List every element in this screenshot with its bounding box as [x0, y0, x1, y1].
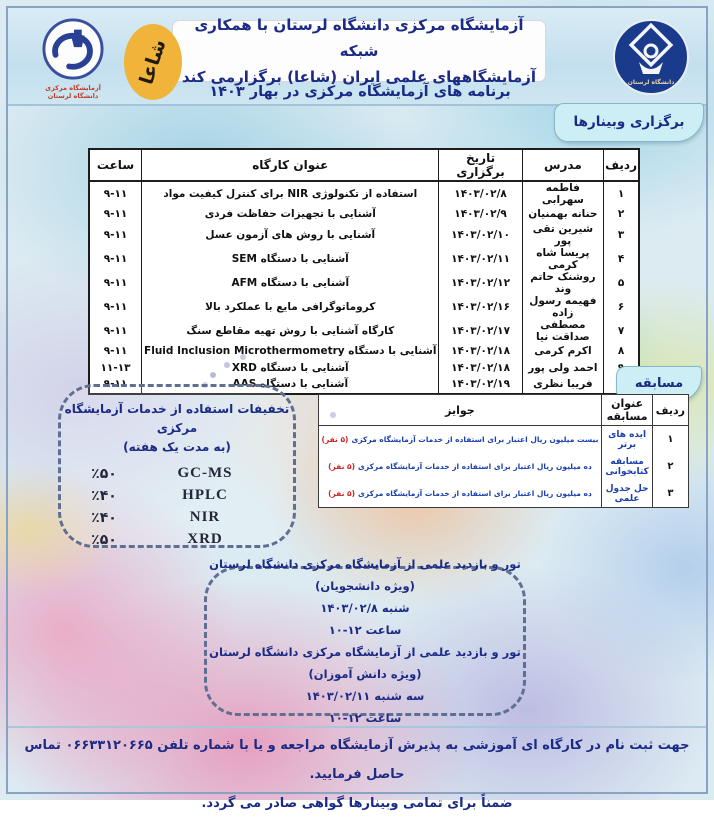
webinars-banner: برگزاری وبینارها	[554, 103, 704, 142]
tours-bubble	[204, 557, 526, 725]
discount-service: GC-MS	[177, 465, 233, 481]
row-title: کارگاه آشنایی با روش تهیه مقاطع سنگ	[142, 319, 439, 343]
table-row	[89, 271, 639, 295]
title-line1: آزمایشگاه مرکزی دانشگاه لرستان با همکاری شبکه	[194, 16, 524, 60]
row-title: آشنایی با دستگاه Fluid Inclusion Microthermometry	[142, 343, 439, 360]
shaa-calligraphy-icon: شاعا	[135, 36, 171, 88]
table-row	[89, 359, 639, 376]
contest-header-row	[318, 395, 688, 426]
row-contest-title: مسابقه کتابخوانی	[602, 453, 652, 480]
prize-note: (۵ نفر)	[321, 435, 349, 444]
contest-banner: مسابقه	[616, 366, 702, 402]
row-date: ۱۴۰۳/۰۲/۸	[439, 181, 522, 206]
row-no: ۲	[604, 206, 639, 223]
discount-item	[61, 485, 293, 506]
row-time: ۹-۱۱	[103, 378, 128, 391]
row-time: ۹-۱۱	[103, 276, 128, 289]
col-date: تاریخ برگزاری	[439, 149, 522, 181]
row-prize	[318, 453, 602, 480]
tour-line: ساعت ۱۲-۱۰	[328, 711, 402, 725]
row-title: کروماتوگرافی مایع با عملکرد بالا	[142, 295, 439, 319]
col-instructor: مدرس	[522, 149, 604, 181]
discount-item	[61, 463, 293, 484]
row-time: ۹-۱۱	[103, 345, 128, 358]
discount-item	[61, 529, 293, 550]
row-no: ۴	[604, 247, 639, 271]
row-time: ۱۱-۱۳	[100, 361, 131, 374]
row-title: آشنایی با دستگاه AAS	[142, 376, 439, 394]
table-row	[318, 480, 688, 508]
svg-text:دانشگاه لرستان: دانشگاه لرستان	[627, 79, 675, 86]
paint-speckles	[210, 372, 216, 378]
row-instructor: اکرم کرمی	[522, 343, 604, 360]
row-no: ۶	[604, 295, 639, 319]
prize-text: ده میلیون ریال اعتبار برای استفاده از خدمات آزمایشگاه مرکزی	[358, 489, 592, 498]
tour-line: سه شنبه ۱۴۰۳/۰۲/۱۱	[305, 689, 425, 703]
row-contest-title: ایده های برتر	[602, 426, 652, 454]
row-date: ۱۴۰۳/۰۲/۱۰	[439, 223, 522, 247]
row-instructor: فریبا نظری	[522, 376, 604, 394]
row-instructor: احمد ولی پور	[522, 359, 604, 376]
row-instructor: پریسا شاه کرمی	[522, 247, 604, 271]
row-date: ۱۴۰۳/۰۲/۱۸	[439, 359, 522, 376]
row-no: ۱	[604, 181, 639, 206]
row-instructor: فاطمه سهرابی	[522, 181, 604, 206]
col-prizes: جوایز	[318, 395, 602, 426]
row-no: ۸	[604, 343, 639, 360]
discount-service: XRD	[187, 531, 223, 547]
row-instructor: مصطفی صداقت نیا	[522, 319, 604, 343]
footer-registration-line: جهت ثبت نام در کارگاه ای آموزشی به پذیرش آزمایشگاه مراجعه و یا با شماره تلفن ۰۶۶۳۳۱۲۰۶۶۵ تماس حاصل فرمایید.	[24, 738, 690, 782]
row-title: آشنایی با روش های آزمون عسل	[142, 223, 439, 247]
central-lab-logo	[40, 18, 106, 102]
title-box	[172, 16, 546, 86]
col-contest-title: عنوان مسابقه	[602, 395, 652, 426]
row-date: ۱۴۰۳/۰۲/۱۲	[439, 271, 522, 295]
row-date: ۱۴۰۳/۰۲/۱۹	[439, 376, 522, 394]
row-time: ۹-۱۱	[103, 228, 128, 241]
row-instructor: شیرین تقی پور	[522, 223, 604, 247]
row-time: ۹-۱۱	[103, 324, 128, 337]
subtitle: برنامه های آزمایشگاه مرکزی در بهار ۱۴۰۳	[209, 84, 511, 100]
row-prize	[318, 480, 602, 508]
row-title: آشنایی با دستگاه SEM	[142, 247, 439, 271]
contest-table	[318, 394, 689, 508]
row-instructor: حنانه بهمنیان	[522, 206, 604, 223]
table-row	[89, 223, 639, 247]
row-date: ۱۴۰۳/۰۲/۱۸	[439, 343, 522, 360]
row-prize	[318, 426, 602, 454]
row-no: ۱	[652, 426, 688, 454]
row-title: آشنایی با تجهیزات حفاظت فردی	[142, 206, 439, 223]
discount-service: HPLC	[182, 487, 228, 503]
discount-percent: ٪۵۰	[91, 531, 117, 548]
row-instructor: روشنک حاتم وند	[522, 271, 604, 295]
footer	[8, 731, 706, 818]
lab-caption-line1: آزمایشگاه مرکزی	[45, 84, 101, 92]
university-logo	[612, 18, 690, 96]
row-time: ۹-۱۱	[103, 188, 128, 200]
row-date: ۱۴۰۳/۰۲/۱۷	[439, 319, 522, 343]
shaa-network-logo	[124, 24, 182, 100]
row-no: ۳	[652, 480, 688, 508]
webinars-header-row	[89, 149, 639, 181]
lorestan-university-emblem-icon	[612, 18, 690, 96]
row-no: ۷	[604, 319, 639, 343]
footer-certificate-line: ضمناً برای تمامی وبینارها گواهی صادر می گردد.	[201, 796, 513, 811]
central-lab-emblem-icon	[42, 18, 104, 80]
table-row	[89, 247, 639, 271]
row-instructor: فهیمه رسول زاده	[522, 295, 604, 319]
table-row	[89, 206, 639, 223]
table-row	[89, 343, 639, 360]
row-no: ۳	[604, 223, 639, 247]
table-row	[318, 426, 688, 454]
discounts-title-line1: تخفیفات استفاده از خدمات آزمایشگاه مرکزی	[64, 402, 290, 435]
row-no: ۲	[652, 453, 688, 480]
row-contest-title: حل جدول علمی	[602, 480, 652, 508]
tour-line: شنبه ۱۴۰۳/۰۲/۸	[320, 601, 410, 615]
prize-note: (۵ نفر)	[328, 462, 356, 471]
prize-text: ده میلیون ریال اعتبار برای استفاده از خدمات آزمایشگاه مرکزی	[358, 462, 592, 471]
row-time: ۹-۱۱	[103, 300, 128, 313]
row-date: ۱۴۰۳/۰۲/۱۶	[439, 295, 522, 319]
table-row	[89, 295, 639, 319]
tour-line: ساعت ۱۲-۱۰	[328, 623, 402, 637]
lab-caption-line2: دانشگاه لرستان	[47, 92, 99, 100]
table-row	[89, 181, 639, 206]
discounts-title-line2: (به مدت یک هفته)	[123, 440, 231, 454]
header-strip	[8, 8, 706, 106]
col-workshop-title: عنوان کارگاه	[142, 149, 439, 181]
row-time: ۹-۱۱	[103, 208, 128, 221]
col-time: ساعت	[89, 149, 142, 181]
col-row-number: ردیف	[604, 149, 639, 181]
webinars-table	[88, 148, 640, 395]
row-title: آشنایی با دستگاه AFM	[142, 271, 439, 295]
discount-percent: ٪۴۰	[91, 487, 117, 504]
discounts-bubble	[58, 384, 296, 548]
row-title: استفاده از تکنولوژی NIR برای کنترل کیفیت مواد	[142, 181, 439, 206]
tour-line: تور و بازدید علمی از آزمایشگاه مرکزی دانشگاه لرستان (ویژه دانش آموزان)	[209, 645, 521, 681]
prize-text: بیست میلیون ریال اعتبار برای استفاده از خدمات آزمایشگاه مرکزی	[351, 435, 599, 444]
title-line2: آزمایشگاههای علمی ایران (شاعا) برگزارمی کند	[181, 68, 537, 86]
table-row	[318, 453, 688, 480]
row-time: ۹-۱۱	[103, 252, 128, 265]
discount-service: NIR	[189, 509, 221, 525]
row-date: ۱۴۰۳/۰۲/۹	[439, 206, 522, 223]
row-date: ۱۴۰۳/۰۲/۱۱	[439, 247, 522, 271]
discount-item	[61, 507, 293, 528]
discounts-list	[61, 463, 293, 550]
discount-percent: ٪۵۰	[91, 465, 117, 482]
footer-separator	[8, 726, 706, 728]
tour-line: تور و بازدید علمی از آزمایشگاه مرکزی دانشگاه لرستان (ویژه دانشجویان)	[209, 557, 521, 593]
table-row	[89, 319, 639, 343]
row-title: آشنایی با دستگاه XRD	[142, 359, 439, 376]
prize-note: (۵ نفر)	[328, 489, 356, 498]
row-no: ۵	[604, 271, 639, 295]
discount-percent: ٪۴۰	[91, 509, 117, 526]
col-row-number: ردیف	[652, 395, 688, 426]
